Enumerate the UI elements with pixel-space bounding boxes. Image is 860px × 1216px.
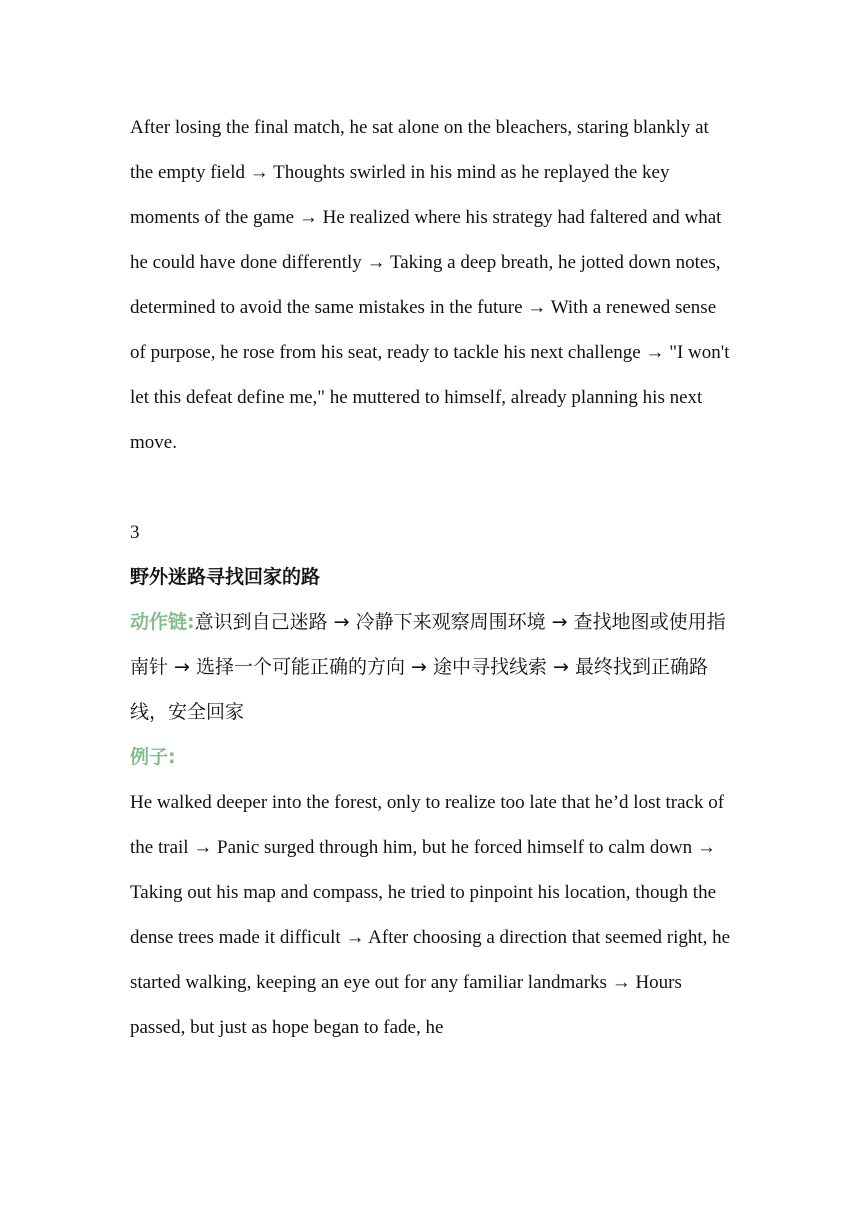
section-title: 野外迷路寻找回家的路 [130, 566, 321, 588]
example-paragraph: He walked deeper into the forest, only to realize too late that he’d lost track of the trail → Panic surged through him, but he forced himself to calm down → Taking out his map and compass, he tried to pinpoint his location, though the dense trees made it difficult → After choosing a direction that seemed right, he started walking, keeping an eye out for any familiar landmarks → Hours passed, but just as hope began to fade, he [130, 792, 731, 1038]
section-number: 3 [130, 522, 140, 543]
document-page [130, 105, 735, 1050]
action-chain-paragraph [130, 600, 735, 735]
action-chain-text: 意识到自己迷路 → 冷静下来观察周围环境 → 查找地图或使用指南针 → 选择一个可能正确的方向 → 途中寻找线索 → 最终找到正确路线，安全回家 [130, 611, 726, 723]
action-chain-label: 动作链: [130, 611, 195, 633]
paragraph-gap [130, 465, 735, 510]
example-label: 例子: [130, 746, 176, 768]
example-label-line [130, 735, 735, 780]
previous-example-paragraph: After losing the final match, he sat alone on the bleachers, staring blankly at the empty field → Thoughts swirled in his mind as he replayed the key moments of the game → He realized where his strategy had faltered and what he could have done differently → Taking a deep breath, he jotted down notes, determined to avoid the same mistakes in the future → With a renewed sense of purpose, he rose from his seat, ready to tackle his next challenge → "I won't let this defeat define me," he muttered to himself, already planning his next move. [130, 117, 730, 453]
